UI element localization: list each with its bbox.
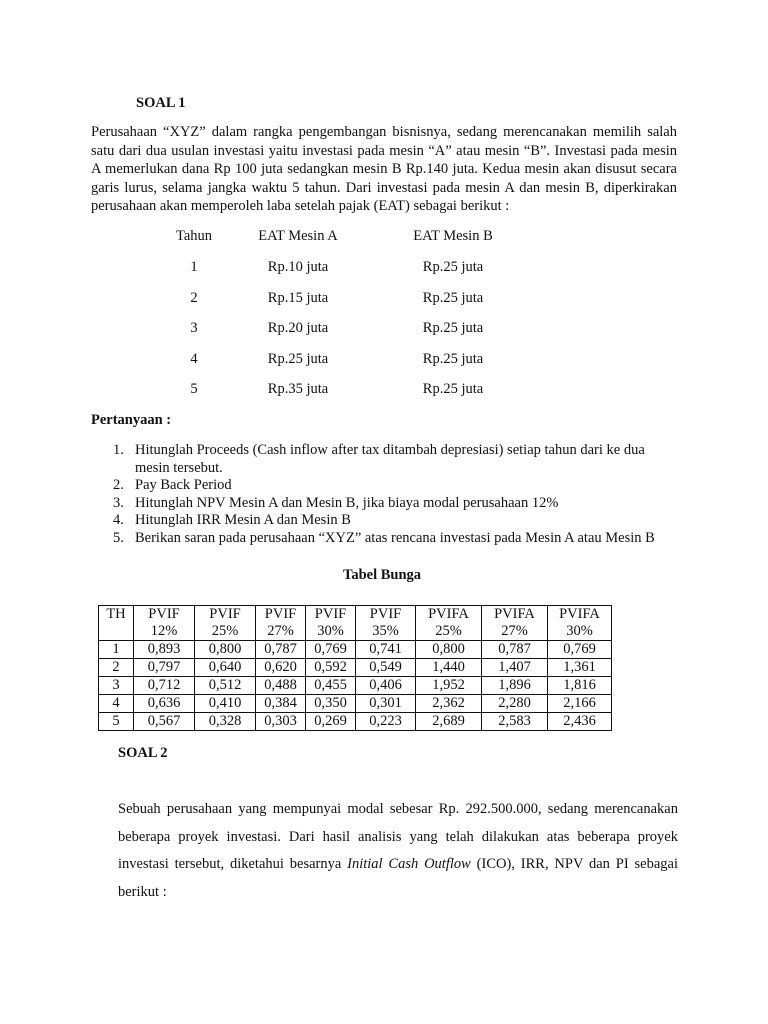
interest-cell: 1,440	[416, 659, 482, 677]
eat-header-cell: EAT Mesin B	[413, 228, 493, 244]
interest-cell: 0,301	[356, 695, 416, 713]
eat-row	[150, 259, 548, 290]
interest-header-label: PVIF	[264, 606, 297, 622]
interest-cell: 2,436	[548, 713, 612, 731]
interest-cell: 0,455	[306, 677, 356, 695]
interest-cell: 1	[99, 641, 134, 659]
interest-header-rate: 30%	[566, 623, 593, 639]
interest-cell: 0,406	[356, 677, 416, 695]
interest-cell: 0,800	[195, 641, 256, 659]
interest-cell: 0,328	[195, 713, 256, 731]
eat-table	[150, 228, 548, 412]
interest-header-label: PVIFA	[559, 606, 600, 622]
interest-header-rate: 35%	[372, 623, 399, 639]
interest-row	[99, 659, 612, 677]
interest-header-cell	[306, 606, 356, 641]
interest-cell: 1,407	[482, 659, 548, 677]
interest-cell: 0,787	[256, 641, 306, 659]
interest-cell: 0,350	[306, 695, 356, 713]
interest-cell: 2,583	[482, 713, 548, 731]
eat-cell: Rp.20 juta	[267, 320, 329, 337]
question-text: Hitunglah IRR Mesin A dan Mesin B	[135, 512, 351, 529]
eat-header-cell: EAT Mesin A	[258, 228, 338, 244]
interest-header-cell	[256, 606, 306, 641]
soal1-title: SOAL 1	[136, 95, 186, 111]
eat-cell: Rp.25 juta	[422, 289, 484, 306]
interest-cell: 0,712	[134, 677, 195, 695]
questions-heading: Pertanyaan :	[91, 412, 172, 428]
interest-cell: 0,549	[356, 659, 416, 677]
interest-header-label: PVIF	[209, 606, 241, 622]
interest-header-label: PVIFA	[428, 606, 469, 622]
soal1-paragraph: Perusahaan “XYZ” dalam rangka pengembangan bisnisnya, sedang merencanakan memilih salah satu dari dua usulan investasi yaitu investasi pada mesin “A” atau mesin “B”. Investasi pada mesin A memerlukan dana Rp 100 juta sedangkan mesin B Rp.140 juta. Kedua mesin akan disusut secara garis lurus, selama jangka waktu 5 tahun. Dari investasi pada mesin A dan mesin B, diperkirakan perusahaan akan memperoleh laba setelah pajak (EAT) sebagai berikut :	[91, 124, 677, 215]
interest-header-rate: 25%	[211, 623, 239, 639]
interest-header-rate: 27%	[267, 623, 294, 639]
interest-cell: 0,592	[306, 659, 356, 677]
interest-table	[98, 605, 612, 731]
soal2-text-italic: Initial Cash Outflow	[347, 856, 471, 873]
question-item	[91, 477, 681, 495]
soal2-text-before: Sebuah perusahaan yang mempunyai modal sebesar Rp. 292.500.000, sedang merencanakan beberapa proyek investasi. Dari hasil analisis yang telah dilakukan atas beberapa proyek investasi tersebut, diketahui besarnya	[118, 801, 678, 873]
interest-cell: 0,769	[306, 641, 356, 659]
interest-header-rate: 12%	[150, 623, 178, 639]
interest-cell: 5	[99, 713, 134, 731]
question-number: 3.	[113, 494, 124, 511]
interest-header-cell	[356, 606, 416, 641]
eat-cell: Rp.15 juta	[267, 289, 329, 306]
interest-cell: 0,741	[356, 641, 416, 659]
eat-cell: Rp.25 juta	[422, 381, 484, 398]
interest-cell: 2	[99, 659, 134, 677]
interest-header-rate: 27%	[501, 623, 528, 639]
soal2-title: SOAL 2	[118, 745, 168, 761]
interest-cell: 0,384	[256, 695, 306, 713]
interest-cell: 0,410	[195, 695, 256, 713]
interest-row	[99, 677, 612, 695]
interest-cell: 1,896	[482, 677, 548, 695]
interest-row	[99, 641, 612, 659]
interest-cell: 0,269	[306, 713, 356, 731]
eat-cell: Rp.35 juta	[267, 381, 329, 398]
interest-cell: 0,797	[134, 659, 195, 677]
eat-cell: 2	[190, 289, 198, 306]
question-item	[91, 512, 681, 530]
eat-row	[150, 320, 548, 351]
interest-cell: 0,800	[416, 641, 482, 659]
interest-cell: 0,636	[134, 695, 195, 713]
question-text: Berikan saran pada perusahaan “XYZ” atas rencana investasi pada Mesin A atau Mesin B	[135, 529, 655, 546]
interest-header-label: PVIFA	[494, 606, 535, 622]
table-title: Tabel Bunga	[343, 567, 422, 583]
eat-cell: Rp.25 juta	[422, 320, 484, 337]
eat-cell: Rp.25 juta	[422, 350, 484, 367]
eat-cell: 5	[190, 381, 198, 398]
question-item	[91, 495, 681, 513]
question-number: 4.	[113, 512, 124, 529]
question-number: 5.	[113, 529, 124, 546]
interest-cell: 0,488	[256, 677, 306, 695]
interest-cell: 4	[99, 695, 134, 713]
interest-cell: 2,166	[548, 695, 612, 713]
interest-header-cell	[482, 606, 548, 641]
eat-cell: 3	[190, 320, 198, 337]
interest-cell: 0,303	[256, 713, 306, 731]
interest-header-cell	[195, 606, 256, 641]
interest-cell: 1,816	[548, 677, 612, 695]
interest-cell: 0,567	[134, 713, 195, 731]
interest-cell: 0,223	[356, 713, 416, 731]
soal2-text-after: (ICO), IRR, NPV dan PI sebagai berikut :	[118, 856, 678, 901]
eat-row	[150, 290, 548, 321]
question-item	[91, 530, 681, 548]
interest-cell: 0,787	[482, 641, 548, 659]
interest-cell: 0,512	[195, 677, 256, 695]
interest-header-cell	[134, 606, 195, 641]
question-text: Pay Back Period	[135, 477, 232, 494]
eat-header-cell: Tahun	[175, 228, 213, 244]
eat-row	[150, 381, 548, 412]
questions-list	[91, 442, 681, 548]
interest-cell: 2,689	[416, 713, 482, 731]
interest-header-cell	[548, 606, 612, 641]
eat-cell: 1	[190, 259, 198, 275]
interest-cell: 2,362	[416, 695, 482, 713]
question-number: 2.	[113, 477, 124, 494]
question-item	[91, 442, 681, 477]
eat-cell: Rp.10 juta	[267, 259, 329, 275]
soal2-paragraph	[118, 796, 678, 907]
interest-row	[99, 713, 612, 731]
interest-header-rate	[101, 623, 131, 640]
interest-row	[99, 695, 612, 713]
eat-cell: Rp.25 juta	[422, 259, 484, 275]
question-number: 1.	[113, 442, 124, 458]
eat-header-row	[150, 228, 548, 259]
question-text: Hitunglah NPV Mesin A dan Mesin B, jika biaya modal perusahaan 12%	[135, 494, 559, 511]
question-text: Hitunglah Proceeds (Cash inflow after tax ditambah depresiasi) setiap tahun dari ke dua mesin tersebut.	[135, 442, 645, 476]
interest-cell: 0,620	[256, 659, 306, 677]
interest-header-label: TH	[106, 606, 126, 622]
eat-cell: 4	[190, 350, 198, 367]
interest-header-label: PVIF	[148, 606, 180, 622]
interest-cell: 3	[99, 677, 134, 695]
interest-header-rate: 25%	[435, 623, 462, 639]
eat-cell: Rp.25 juta	[267, 350, 329, 367]
interest-header-rate: 30%	[317, 623, 344, 639]
interest-cell: 1,361	[548, 659, 612, 677]
interest-header-row	[99, 606, 612, 641]
interest-header-cell	[416, 606, 482, 641]
eat-row	[150, 351, 548, 382]
interest-cell: 0,769	[548, 641, 612, 659]
interest-cell: 1,952	[416, 677, 482, 695]
interest-cell: 0,640	[195, 659, 256, 677]
interest-cell: 2,280	[482, 695, 548, 713]
interest-header-label: PVIF	[369, 606, 402, 622]
interest-header-label: PVIF	[314, 606, 347, 622]
interest-header-cell	[99, 606, 134, 641]
interest-cell: 0,893	[134, 641, 195, 659]
